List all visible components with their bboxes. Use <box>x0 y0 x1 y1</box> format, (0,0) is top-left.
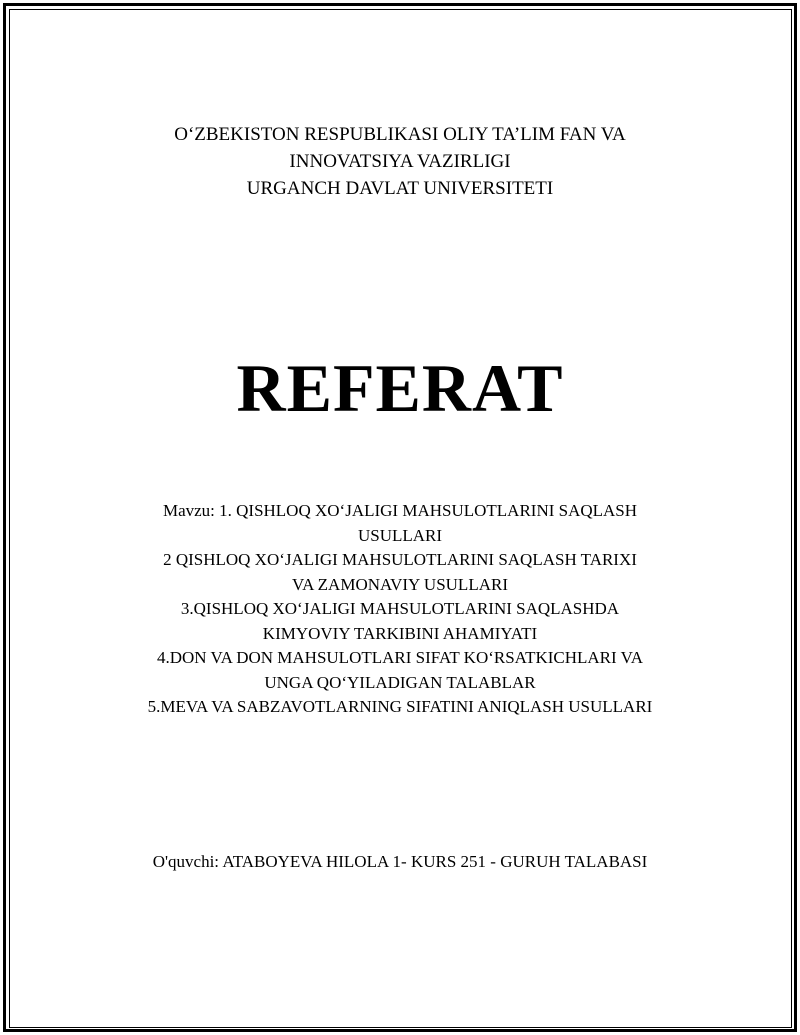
document-title: REFERAT <box>236 350 564 426</box>
topic-line: 3.QISHLOQ XO‘JALIGI MAHSULOTLARINI SAQLASHDA <box>180 599 620 618</box>
topic-line: 5.MEVA VA SABZAVOTLARNING SIFATINI ANIQLASH USULLARI <box>147 697 653 716</box>
header-line-university: URGANCH DAVLAT UNIVERSITETI <box>246 178 554 199</box>
header-line-ministry-2: INNOVATSIYA VAZIRLIGI <box>289 151 511 172</box>
topic-line: 2 QISHLOQ XO‘JALIGI MAHSULOTLARINI SAQLASH TARIXI <box>163 550 637 569</box>
header-line-ministry-1: O‘ZBEKISTON RESPUBLIKASI OLIY TA’LIM FAN VA <box>174 124 626 145</box>
topic-line: Mavzu: 1. QISHLOQ XO‘JALIGI MAHSULOTLARINI SAQLASH <box>162 501 638 520</box>
topic-line: USULLARI <box>357 525 443 545</box>
topic-line: KIMYOVIY TARKIBINI AHAMIYATI <box>262 623 538 643</box>
student-info: O'quvchi: ATABOYEVA HILOLA 1- KURS 251 - GURUH TALABASI <box>152 852 648 871</box>
topic-line: UNGA QO‘YILADIGAN TALABLAR <box>264 672 536 692</box>
topic-line: 4.DON VA DON MAHSULOTLARI SIFAT KO‘RSATKICHLARI VA <box>157 648 643 667</box>
topic-line: VA ZAMONAVIY USULLARI <box>292 574 508 594</box>
topic-list <box>0 499 800 720</box>
institution-header <box>0 121 800 202</box>
